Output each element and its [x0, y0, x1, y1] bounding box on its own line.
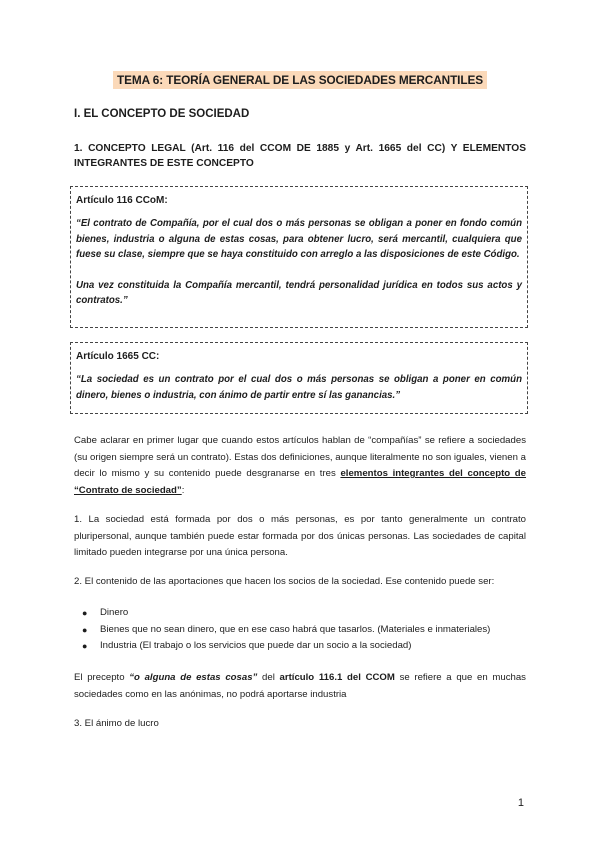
list-item-text: Dinero [100, 607, 129, 618]
page-number: 1 [517, 797, 524, 809]
intro-end: : [181, 484, 185, 496]
article-1665-box [70, 342, 528, 414]
intro-paragraph [74, 433, 526, 499]
article-116-quote-2: Una vez constituida la Compañía mercantil, tendrá personalidad jurídica en todos sus actos y contratos.” [76, 279, 522, 306]
precept-article: artículo 116.1 del CCOM [279, 672, 395, 683]
page-title: TEMA 6: TEORÍA GENERAL DE LAS SOCIEDADES MERCANTILES [113, 71, 487, 89]
element-1-paragraph: 1. La sociedad está formada por dos o más personas, es por tanto generalmente un contrato pluripersonal, aunque también puede estar formada por dos únicas personas. Las sociedades de capital limitado pueden integrarse por una única persona. [74, 514, 526, 558]
list-item-text: Bienes que no sean dinero, que en ese caso habrá que tasarlos. (Materiales e inmateriales) [100, 623, 491, 635]
precept-mid: del [257, 672, 280, 683]
list-item [82, 622, 526, 639]
intro-text: Cabe aclarar en primer lugar que cuando estos artículos hablan de “compañías” se refiere a sociedades (su origen siempre será un contrato). Estas dos definiciones, aunque literalmente no son iguales, vienen a decir lo mismo y su contenido puede desgranarse en tres [74, 435, 526, 479]
list-item [82, 638, 526, 655]
precept-paragraph [74, 670, 526, 703]
bullet-icon: ● [82, 624, 88, 635]
list-item-text: Industria (El trabajo o los servicios que puede dar un socio a la sociedad) [100, 640, 412, 651]
precept-end: se refiere a que en muchas sociedades como en las anónimas, no podrá aportarse industria [74, 672, 526, 700]
section-heading: I. EL CONCEPTO DE SOCIEDAD [74, 108, 250, 120]
precept-start: El precepto [74, 672, 130, 683]
bullet-icon: ● [82, 641, 88, 651]
element-2-paragraph: 2. El contenido de las aportaciones que hacen los socios de la sociedad. Ese contenido puede ser: [74, 576, 495, 587]
article-116-quote-1: “El contrato de Compañía, por el cual dos o más personas se obligan a poner en fondo común bienes, industria o alguna de estas cosas, para obtener lucro, será mercantil, cualquiera que fuese su clase, siempre que se haya constituido con arreglo a las disposiciones de este Código. [76, 218, 522, 260]
title-container [0, 71, 600, 89]
article-116-box [70, 186, 528, 328]
bullet-icon: ● [82, 608, 88, 618]
list-item [82, 605, 526, 622]
element-3-paragraph: 3. El ánimo de lucro [74, 718, 159, 729]
intro-emphasis: elementos integrantes del concepto de “Contrato de sociedad” [74, 468, 527, 496]
contributions-list [74, 605, 526, 655]
precept-quote: “o alguna de estas cosas” [129, 672, 258, 683]
article-1665-title: Artículo 1665 CC: [76, 351, 160, 362]
article-1665-quote: “La sociedad es un contrato por el cual dos o más personas se obligan a poner en común dinero, bienes o industria, con ánimo de partir entre sí las ganancias.” [76, 374, 522, 401]
subsection-heading: 1. CONCEPTO LEGAL (Art. 116 del CCOM DE 1885 y Art. 1665 del CC) Y ELEMENTOS INTEGRANTES DE ESTE CONCEPTO [74, 143, 526, 169]
article-116-title: Artículo 116 CCoM: [76, 195, 168, 206]
